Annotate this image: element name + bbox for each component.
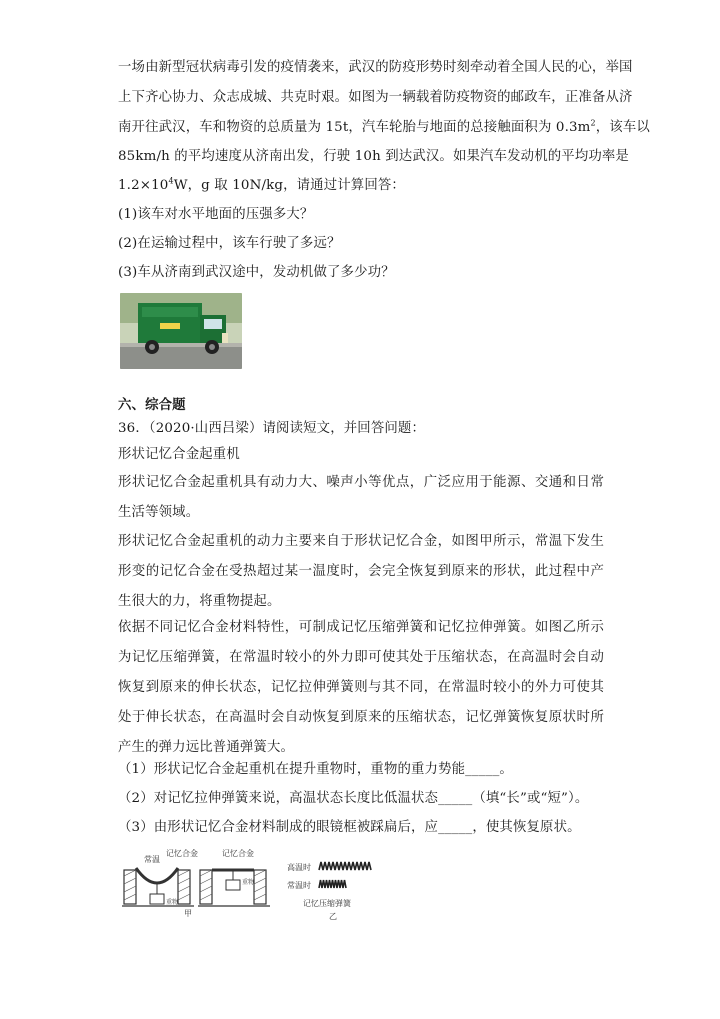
article-paragraph: 形状记忆合金起重机具有动力大、噪声小等优点，广泛应用于能源、交通和日常生活等领域。 <box>118 475 604 520</box>
fig-label: 常温 <box>144 855 160 864</box>
fig-caption: 甲 <box>184 909 192 918</box>
problem-line: 一场由新型冠状病毒引发的疫情袭来，武汉的防疫形势时刻牵动着全国人民的心，举国 <box>118 60 633 75</box>
fig-caption: 乙 <box>329 912 337 921</box>
article-title: 形状记忆合金起重机 <box>118 447 240 462</box>
problem-line: 南开往武汉，车和物资的总质量为 15t，汽车轮胎与地面的总接触面积为 $0.3m^2$，该车以 <box>118 118 650 135</box>
figure-yi <box>283 856 383 924</box>
fig-label: 记忆合金 <box>222 849 254 858</box>
fig-label: 常温时 <box>287 881 311 890</box>
fig-label: 记忆压缩弹簧 <box>303 899 351 908</box>
fig-label: 重物 <box>242 879 255 886</box>
mail-truck-image <box>120 293 242 369</box>
question-2: (2)在运输过程中，该车行驶了多远？ <box>118 236 341 251</box>
fig-label: 高温时 <box>287 863 311 872</box>
sub-question-1: （1）形状记忆合金起重机在提升重物时，重物的重力势能_____。 <box>118 762 513 777</box>
sub-question-3: （3）由形状记忆合金材料制成的眼镜框被踩扁后，应_____，使其恢复原状。 <box>118 820 581 835</box>
sub-question-2: （2）对记忆拉伸弹簧来说，高温状态长度比低温状态_____（填“长”或“短”）。 <box>118 791 589 806</box>
problem-intro: 36．（2020·山西吕梁）请阅读短文，并回答问题： <box>118 421 425 436</box>
question-3: (3)车从济南到武汉途中，发动机做了多少功？ <box>118 265 395 280</box>
fig-label: 记忆合金 <box>166 849 198 858</box>
problem-line: 上下齐心协力、众志成城、共克时艰。如图为一辆载着防疫物资的邮政车，正准备从济 <box>118 90 633 105</box>
section-heading: 六、综合题 <box>118 397 186 413</box>
figure-jia <box>118 846 278 918</box>
problem-line: 85km/h 的平均速度从济南出发，行驶 10h 到达武汉。如果汽车发动机的平均功率是 <box>118 149 629 164</box>
article-paragraph: 形状记忆合金起重机的动力主要来自于形状记忆合金，如图甲所示，常温下发生形变的记忆合金在受热超过某一温度时，会完全恢复到原来的形状，此过程中产生很大的力，将重物提起。 <box>118 534 604 609</box>
article-paragraph: 依据不同记忆合金材料特性，可制成记忆压缩弹簧和记忆拉伸弹簧。如图乙所示为记忆压缩弹簧，在常温时较小的外力即可使其处于压缩状态，在高温时会自动恢复到原来的伸长状态，记忆拉伸弹簧则与其不同，在常温时较小的外力可使其处于伸长状态，在高温时会自动恢复到原来的压缩状态，记忆弹簧恢复原状时所产生的弹力远比普通弹簧大。 <box>118 620 604 755</box>
problem-line: $1.2\times 10^4W$，g 取 10N/kg，请通过计算回答： <box>118 176 405 193</box>
question-1: (1)该车对水平地面的压强多大？ <box>118 207 314 222</box>
fig-label: 重物 <box>166 899 179 906</box>
